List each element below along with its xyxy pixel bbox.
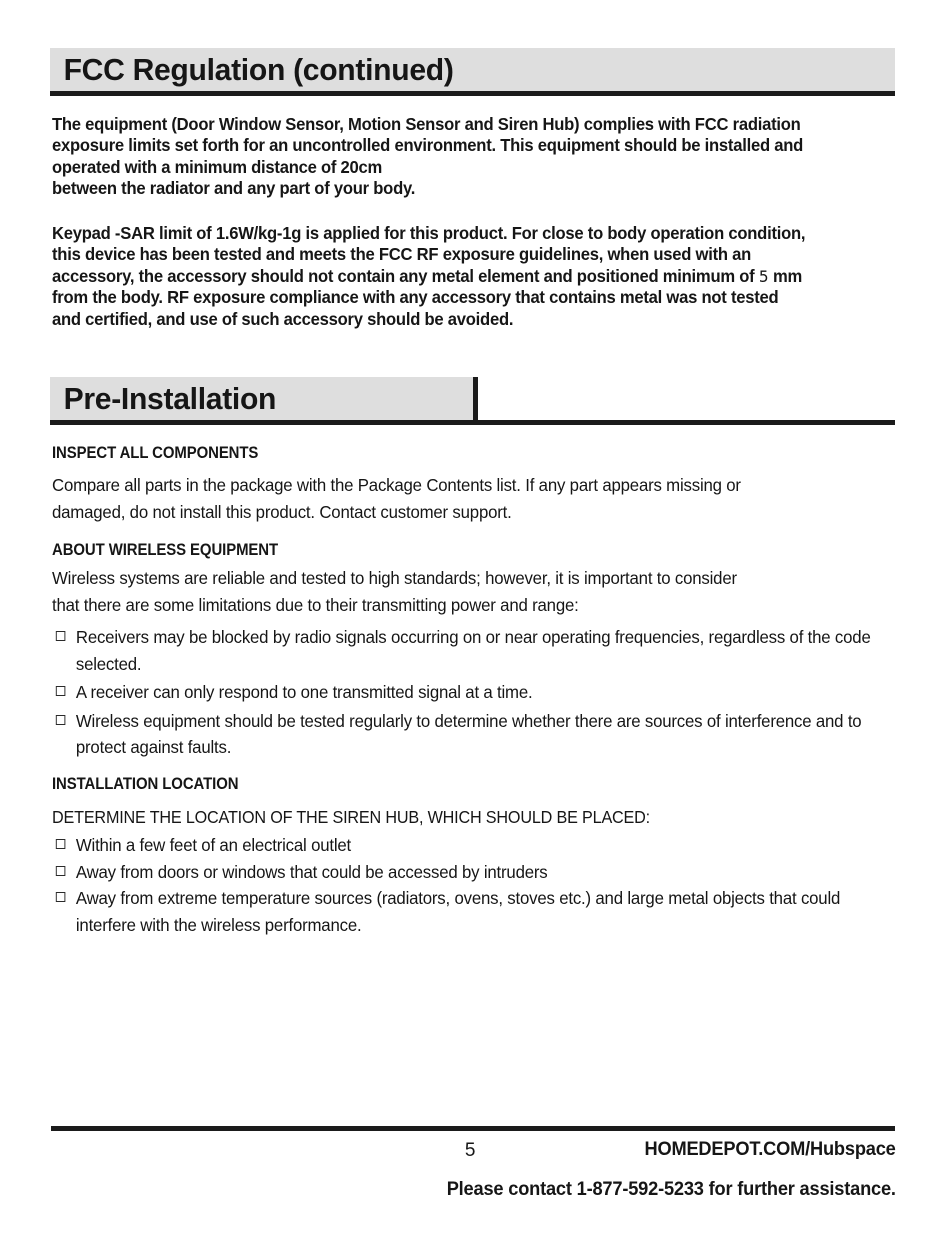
square-outline-icon <box>56 631 66 641</box>
subheading-inspect-all-components: INSPECT ALL COMPONENTS <box>52 443 259 462</box>
installation-location-bullet-list <box>52 832 873 938</box>
list-item <box>52 885 873 938</box>
fcc-p1-line-2: exposure limits set forth for an uncontrolled environment. This equipment should be installed and <box>52 135 804 156</box>
page-number: 5 <box>464 1140 476 1161</box>
fcc-p2-line-4: from the body. RF exposure compliance with any accessory that contains metal was not tested <box>52 287 779 308</box>
subheading-about-wireless-equipment: ABOUT WIRELESS EQUIPMENT <box>52 540 279 559</box>
list-item-label: Within a few feet of an electrical outlet <box>75 835 352 855</box>
fcc-p2-line-2: this device has been tested and meets the FCC RF exposure guidelines, when used with an <box>52 244 752 265</box>
list-item-label: A receiver can only respond to one transmitted signal at a time. <box>75 682 533 702</box>
wireless-body-line-2: that there are some limitations due to their transmitting power and range: <box>52 595 579 615</box>
footer-site-url: HOMEDEPOT.COM/Hubspace <box>644 1139 896 1160</box>
inspect-body-line-2: damaged, do not install this product. Contact customer support. <box>52 502 512 522</box>
footer-separator-rule <box>51 1126 895 1131</box>
fcc-p2-line-3c: mm <box>768 265 803 286</box>
list-item-label: Away from extreme temperature sources (radiators, ovens, stoves etc.) and large metal objects that could interfere with the wireless performance. <box>75 888 841 935</box>
fcc-p1-line-3: operated with a minimum distance of 20cm <box>52 156 383 177</box>
pre-installation-section-heading: Pre-Installation <box>63 381 277 416</box>
installation-location-lead: DETERMINE THE LOCATION OF THE SIREN HUB, WHICH SHOULD BE PLACED: <box>52 807 650 827</box>
list-item-label: Receivers may be blocked by radio signals occurring on or near operating frequencies, regardless of the code selected. <box>75 627 871 674</box>
fcc-p1-line-4: between the radiator and any part of your body. <box>52 178 416 199</box>
wireless-body-line-1: Wireless systems are reliable and tested to high standards; however, it is important to consider <box>52 568 737 588</box>
list-item <box>52 708 873 761</box>
pre-installation-banner-underline <box>50 420 895 425</box>
fcc-p2-distance-value: 5 <box>758 266 769 286</box>
list-item <box>52 832 873 859</box>
subheading-installation-location: INSTALLATION LOCATION <box>52 774 239 793</box>
fcc-paragraph-1 <box>52 114 862 200</box>
section-banner-fcc-regulation <box>50 48 895 96</box>
inspect-body <box>52 472 866 526</box>
wireless-body <box>52 565 866 619</box>
list-item-label: Away from doors or windows that could be accessed by intruders <box>75 861 548 882</box>
square-outline-icon <box>56 892 66 902</box>
footer-contact-text: Please contact 1-877-592-5233 for further assistance. <box>446 1179 896 1200</box>
fcc-paragraph-2 <box>52 223 862 330</box>
pre-installation-banner-divider <box>473 377 478 420</box>
square-outline-icon <box>56 686 66 696</box>
pre-installation-banner-band <box>50 377 895 420</box>
square-outline-icon <box>56 866 66 876</box>
fcc-p2-line-5: and certified, and use of such accessory should be avoided. <box>52 308 514 329</box>
wireless-bullet-list <box>52 624 873 763</box>
list-item <box>52 679 873 706</box>
fcc-p2-line-3a: accessory, the accessory should not contain any metal element and positioned minimum of <box>52 265 759 286</box>
fcc-banner-band <box>50 48 895 91</box>
list-item-label: Wireless equipment should be tested regularly to determine whether there are sources of interference and to protect against faults. <box>75 710 862 757</box>
section-banner-pre-installation <box>50 377 895 425</box>
square-outline-icon <box>56 715 66 725</box>
fcc-p1-line-1: The equipment (Door Window Sensor, Motion Sensor and Siren Hub) complies with FCC radiation <box>52 114 801 134</box>
list-item <box>52 624 873 677</box>
list-item <box>52 859 873 886</box>
fcc-p2-line-1: Keypad -SAR limit of 1.6W/kg-1g is applied for this product. For close to body operation condition, <box>52 223 806 243</box>
fcc-banner-underline <box>50 91 895 96</box>
fcc-section-heading: FCC Regulation (continued) <box>63 52 454 87</box>
inspect-body-line-1: Compare all parts in the package with the Package Contents list. If any part appears missing or <box>52 475 741 495</box>
square-outline-icon <box>56 839 66 849</box>
